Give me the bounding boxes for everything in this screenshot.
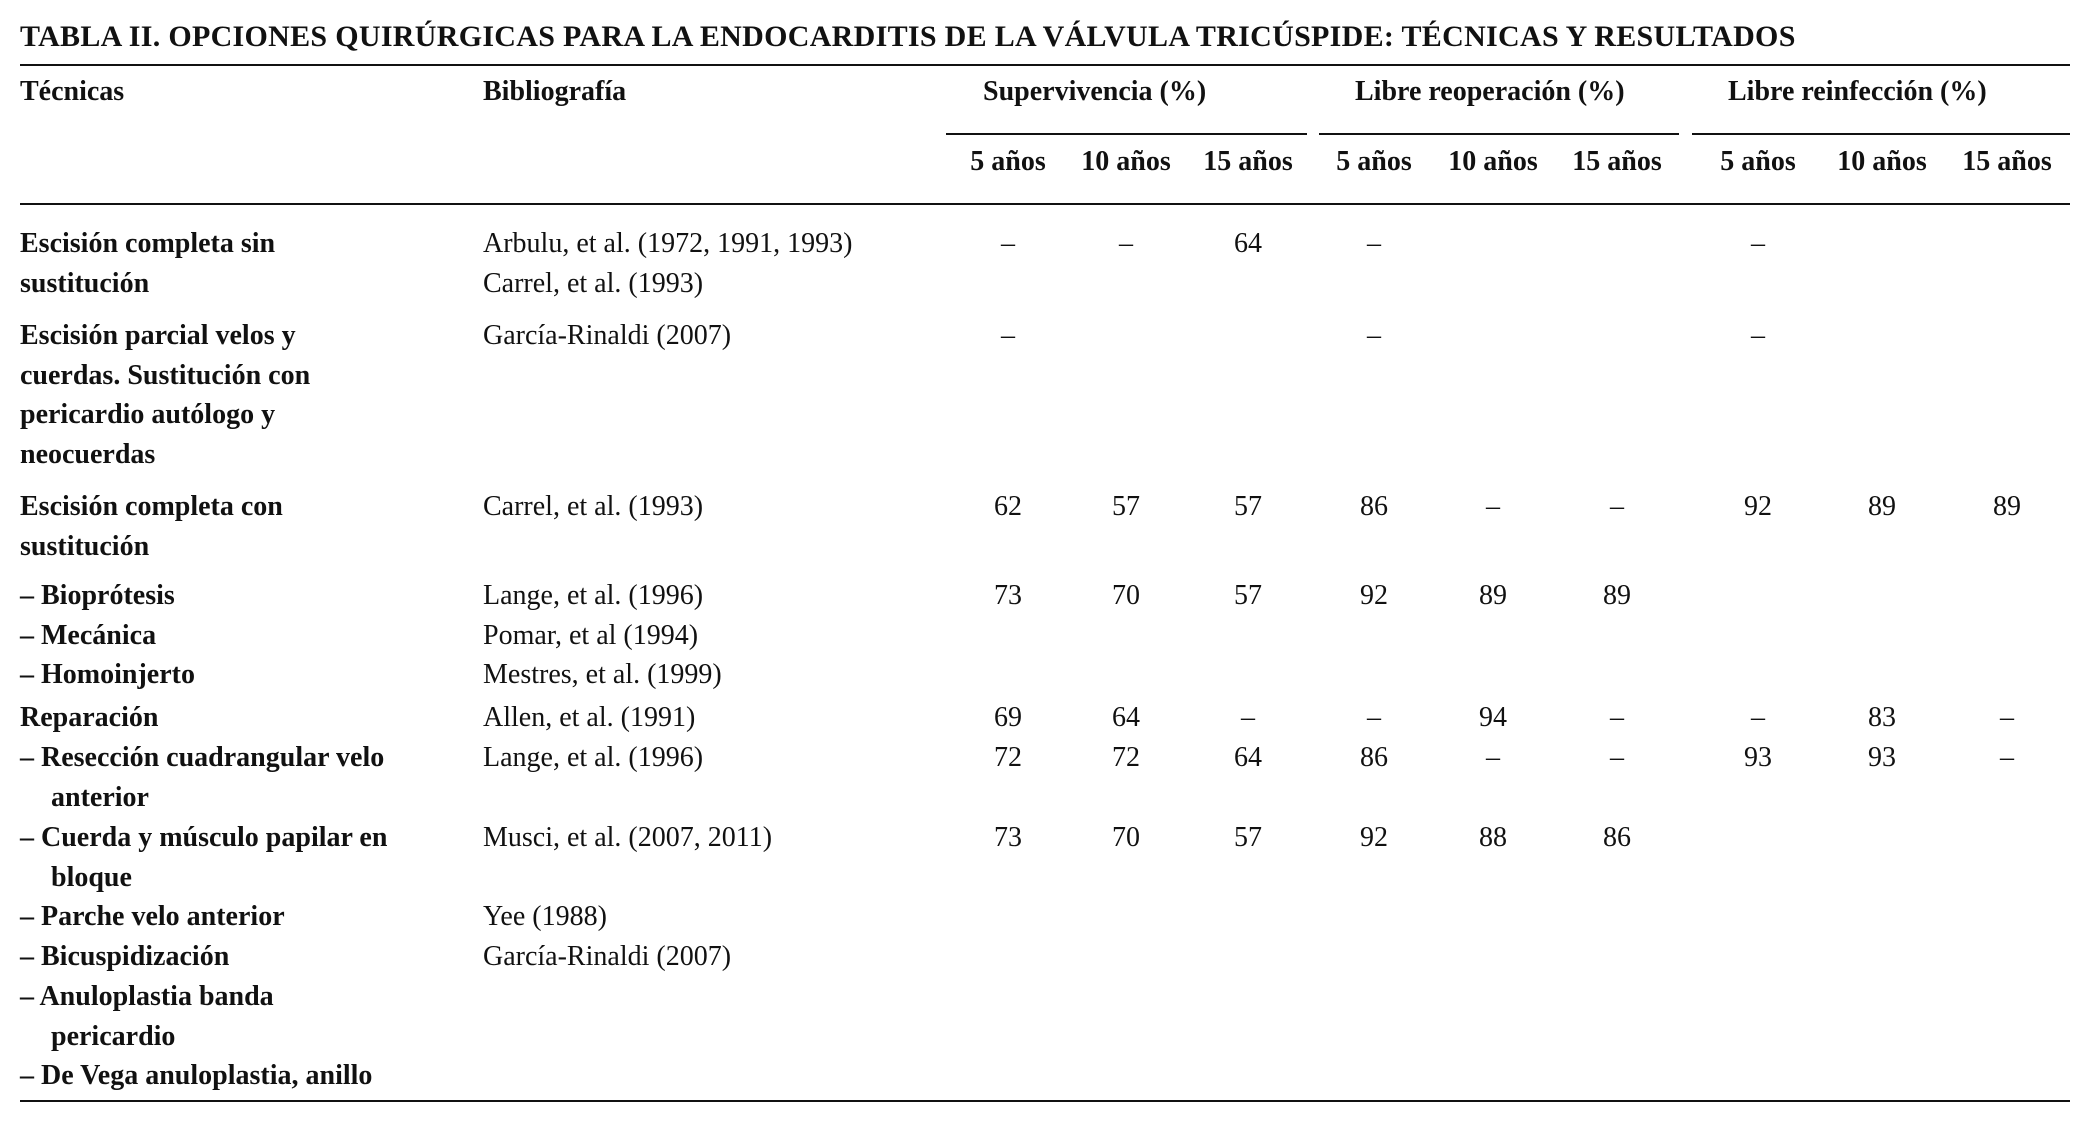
value-cell: 94 (1479, 702, 1507, 733)
technique-cell: neocuerdas (20, 438, 156, 470)
technique-cell: – Mecánica (20, 620, 157, 651)
header-tecnicas: Técnicas (20, 76, 125, 107)
value-cell: – (1751, 320, 1765, 351)
year-header: 15 años (1572, 146, 1662, 177)
header-rule (20, 203, 2070, 205)
value-cell: 72 (1112, 742, 1140, 773)
value-cell: – (1610, 702, 1624, 733)
value-cell: 72 (994, 742, 1022, 773)
group-header-rule (946, 133, 1307, 135)
technique-cell: – Parche velo anterior (20, 901, 285, 932)
technique-cell: Reparación (20, 702, 159, 733)
value-cell: – (1486, 491, 1500, 522)
value-cell: 69 (994, 702, 1022, 733)
technique-cell: – De Vega anuloplastia, anillo (20, 1060, 373, 1091)
reference-cell: García-Rinaldi (2007) (483, 941, 732, 972)
value-cell: 83 (1868, 702, 1896, 733)
technique-cell: anterior (51, 781, 149, 813)
year-header: 10 años (1837, 146, 1927, 177)
group-header: Libre reinfección (%) (1728, 76, 1987, 107)
technique-cell: pericardio autólogo y (20, 399, 276, 430)
technique-cell: – Cuerda y músculo papilar en (20, 822, 388, 853)
value-cell: – (2000, 742, 2014, 773)
header-bibliografia: Bibliografía (483, 76, 627, 107)
technique-cell: cuerdas. Sustitución con (20, 359, 311, 391)
year-header: 15 años (1203, 146, 1293, 177)
technique-cell: pericardio (51, 1020, 176, 1052)
technique-cell: Escisión completa sin (20, 228, 276, 259)
technique-cell: – Anuloplastia banda (20, 981, 274, 1012)
value-cell: 73 (994, 822, 1022, 853)
value-cell: 93 (1868, 742, 1896, 773)
value-cell: – (1610, 491, 1624, 522)
year-header: 10 años (1081, 146, 1171, 177)
value-cell: 88 (1479, 822, 1507, 853)
year-header: 10 años (1448, 146, 1538, 177)
value-cell: 57 (1234, 491, 1262, 522)
technique-cell: – Homoinjerto (20, 659, 195, 690)
value-cell: – (1001, 228, 1015, 259)
value-cell: – (1610, 742, 1624, 773)
year-header: 5 años (1336, 146, 1412, 177)
value-cell: – (1367, 320, 1381, 351)
value-cell: 86 (1360, 491, 1388, 522)
value-cell: 89 (1603, 580, 1631, 611)
reference-cell: Lange, et al. (1996) (483, 580, 704, 611)
value-cell: 57 (1234, 580, 1262, 611)
value-cell: 89 (1993, 491, 2021, 522)
year-header: 15 años (1962, 146, 2052, 177)
reference-cell: Carrel, et al. (1993) (483, 267, 704, 299)
value-cell: – (1486, 742, 1500, 773)
technique-cell: – Bioprótesis (20, 580, 175, 611)
reference-cell: García-Rinaldi (2007) (483, 320, 732, 351)
year-header: 5 años (970, 146, 1046, 177)
year-header: 5 años (1720, 146, 1796, 177)
group-header: Supervivencia (%) (983, 76, 1207, 107)
value-cell: – (1241, 702, 1255, 733)
value-cell: 86 (1603, 822, 1631, 853)
technique-cell: bloque (51, 861, 132, 893)
technique-cell: Escisión parcial velos y (20, 320, 296, 351)
table-page (20, 12, 2070, 1091)
value-cell: – (1751, 702, 1765, 733)
value-cell: 92 (1744, 491, 1772, 522)
value-cell: 57 (1112, 491, 1140, 522)
reference-cell: Allen, et al. (1991) (483, 702, 696, 733)
reference-cell: Lange, et al. (1996) (483, 742, 704, 773)
value-cell: 93 (1744, 742, 1772, 773)
value-cell: – (1367, 702, 1381, 733)
reference-cell: Arbulu, et al. (1972, 1991, 1993) (483, 228, 853, 259)
value-cell: 92 (1360, 822, 1388, 853)
value-cell: – (1751, 228, 1765, 259)
value-cell: 64 (1234, 228, 1262, 259)
reference-cell: Carrel, et al. (1993) (483, 491, 704, 522)
technique-cell: sustitución (20, 267, 150, 299)
reference-cell: Pomar, et al (1994) (483, 620, 699, 651)
value-cell: 64 (1112, 702, 1140, 733)
value-cell: 62 (994, 491, 1022, 522)
value-cell: – (1119, 228, 1133, 259)
top-rule (20, 64, 2070, 66)
value-cell: 89 (1479, 580, 1507, 611)
reference-cell: Musci, et al. (2007, 2011) (483, 822, 773, 853)
group-header: Libre reoperación (%) (1355, 76, 1625, 107)
bottom-rule (20, 1100, 2070, 1102)
value-cell: 92 (1360, 580, 1388, 611)
value-cell: – (1001, 320, 1015, 351)
table-title: TABLA II. OPCIONES QUIRÚRGICAS PARA LA ENDOCARDITIS DE LA VÁLVULA TRICÚSPIDE: TÉCNICAS Y RESULTADOS (20, 20, 1796, 53)
value-cell: – (1367, 228, 1381, 259)
value-cell: 73 (994, 580, 1022, 611)
reference-cell: Mestres, et al. (1999) (483, 659, 722, 690)
value-cell: – (2000, 702, 2014, 733)
technique-cell: Escisión completa con (20, 491, 283, 522)
value-cell: 70 (1112, 822, 1140, 853)
value-cell: 70 (1112, 580, 1140, 611)
technique-cell: – Resección cuadrangular velo (20, 742, 385, 773)
technique-cell: sustitución (20, 530, 150, 562)
value-cell: 64 (1234, 742, 1262, 773)
reference-cell: Yee (1988) (483, 901, 607, 932)
value-cell: 89 (1868, 491, 1896, 522)
group-header-rule (1692, 133, 2070, 135)
technique-cell: – Bicuspidización (20, 941, 230, 972)
value-cell: 86 (1360, 742, 1388, 773)
group-header-rule (1319, 133, 1679, 135)
value-cell: 57 (1234, 822, 1262, 853)
